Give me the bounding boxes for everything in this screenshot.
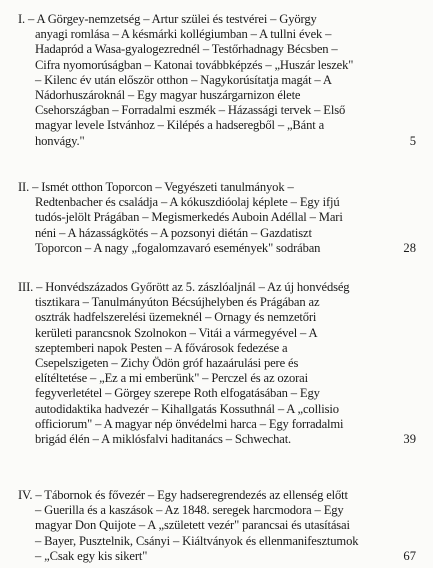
- toc-entry-chapter-2: [18, 180, 416, 256]
- toc-entry-chapter-4: [18, 488, 416, 564]
- toc-entry-line: tisztikara – Tanulmányúton Bécsújhelyben és Prágában az: [35, 295, 320, 310]
- toc-entry-chapter-1: [18, 12, 416, 149]
- toc-entry-line: tudós-jelölt Prágában – Megismerkedés Auboin Adéllal – Mari: [35, 210, 343, 225]
- toc-entry-line: magyar Don Quijote – A „született vezér" parancsai és utasításai: [35, 518, 350, 533]
- toc-page-number: 28: [403, 240, 416, 255]
- toc-entry-line: – Bayer, Pusztelnik, Csányi – Kiáltványok és ellenmanifesztumok: [35, 533, 359, 548]
- toc-entry-line: Csehországban – Forradalmi eszmék – Házassági tervek – Első: [35, 103, 346, 118]
- toc-entry-line: Cifra nyomorúságban – Katonai továbbképzés – „Huszár leszek": [35, 57, 354, 72]
- toc-entry-line: – Guerilla és a kaszások – Az 1848. seregek harcmodora – Egy: [35, 503, 344, 518]
- toc-entry-line: Hadapród a Wasa-gyalogezrednél – Testőrhadnagy Bécsben –: [35, 42, 338, 57]
- toc-entry-line: autodidaktika hadvezér – Kihallgatás Kossuthnál – A „collisio: [35, 401, 339, 416]
- toc-entry-line: Redtenbacher és családja – A kókuszdióolaj képlete – Egy ifjú: [35, 195, 340, 210]
- toc-entry-line: elítéltetése – „Ez a mi emberünk" – Perczel és az ozorai: [35, 371, 308, 386]
- toc-page-number: 67: [403, 548, 416, 563]
- toc-entry-line: III. – Honvédszázados Győrött az 5. zászlóaljnál – Az új honvédség: [18, 280, 350, 294]
- toc-entry-line: I. – A Görgey-nemzetség – Artur szülei és testvérei – György: [18, 12, 317, 26]
- toc-entry-line: officiorum" – A magyar nép önvédelmi harca – Egy forradalmi: [35, 416, 344, 431]
- toc-entry-line: magyar levele Istvánhoz – Kilépés a hadseregből – „Bánt a: [35, 118, 325, 133]
- toc-entry-line: anyagi romlása – A késmárki kollégiumban – A tullni évek –: [35, 27, 332, 42]
- toc-entry-chapter-3: [18, 280, 416, 447]
- toc-entry-line: néni – A házasságkötés – A pozsonyi diétán – Gazdatiszt: [35, 225, 312, 240]
- toc-entry-line: – Kilenc év után először otthon – Nagykorúsítatja magát – A: [35, 72, 332, 87]
- toc-entry-line: osztrák hadfelszerelési üzemeknél – Ornagy és nemzetőri: [35, 310, 317, 325]
- toc-entry-line: Nádorhuszároknál – Egy magyar huszárgarnizon élete: [35, 88, 301, 103]
- toc-entry-line: Csepelszigeten – Zichy Ödön gróf hazaárulási pere és: [35, 356, 299, 371]
- toc-page-number: 39: [403, 432, 416, 447]
- toc-page-number: 5: [409, 133, 416, 148]
- toc-entry-line: szeptemberi napok Pesten – A fővárosok fedezése a: [35, 340, 288, 355]
- toc-entry-line: Toporcon – A nagy „fogalomzavaró események" sodrában: [35, 240, 321, 255]
- toc-entry-line: brigád élén – A miklósfalvi haditanács – Schwechat.: [35, 432, 292, 447]
- toc-entry-line: fegyverletétel – Görgey szerepe Roth elfogatásában – Egy: [35, 386, 320, 401]
- toc-entry-line: kerületi parancsnok Szolnokon – Vitái a vármegyével – A: [35, 325, 318, 340]
- toc-entry-line: IV. – Tábornok és fővezér – Egy hadseregrendezés az ellenség előtt: [18, 488, 348, 502]
- toc-entry-line: – „Csak egy kis sikert": [35, 548, 148, 563]
- toc-entry-line: honvágy.": [35, 133, 85, 148]
- toc-entry-line: II. – Ismét otthon Toporcon – Vegyészeti tanulmányok –: [18, 180, 294, 194]
